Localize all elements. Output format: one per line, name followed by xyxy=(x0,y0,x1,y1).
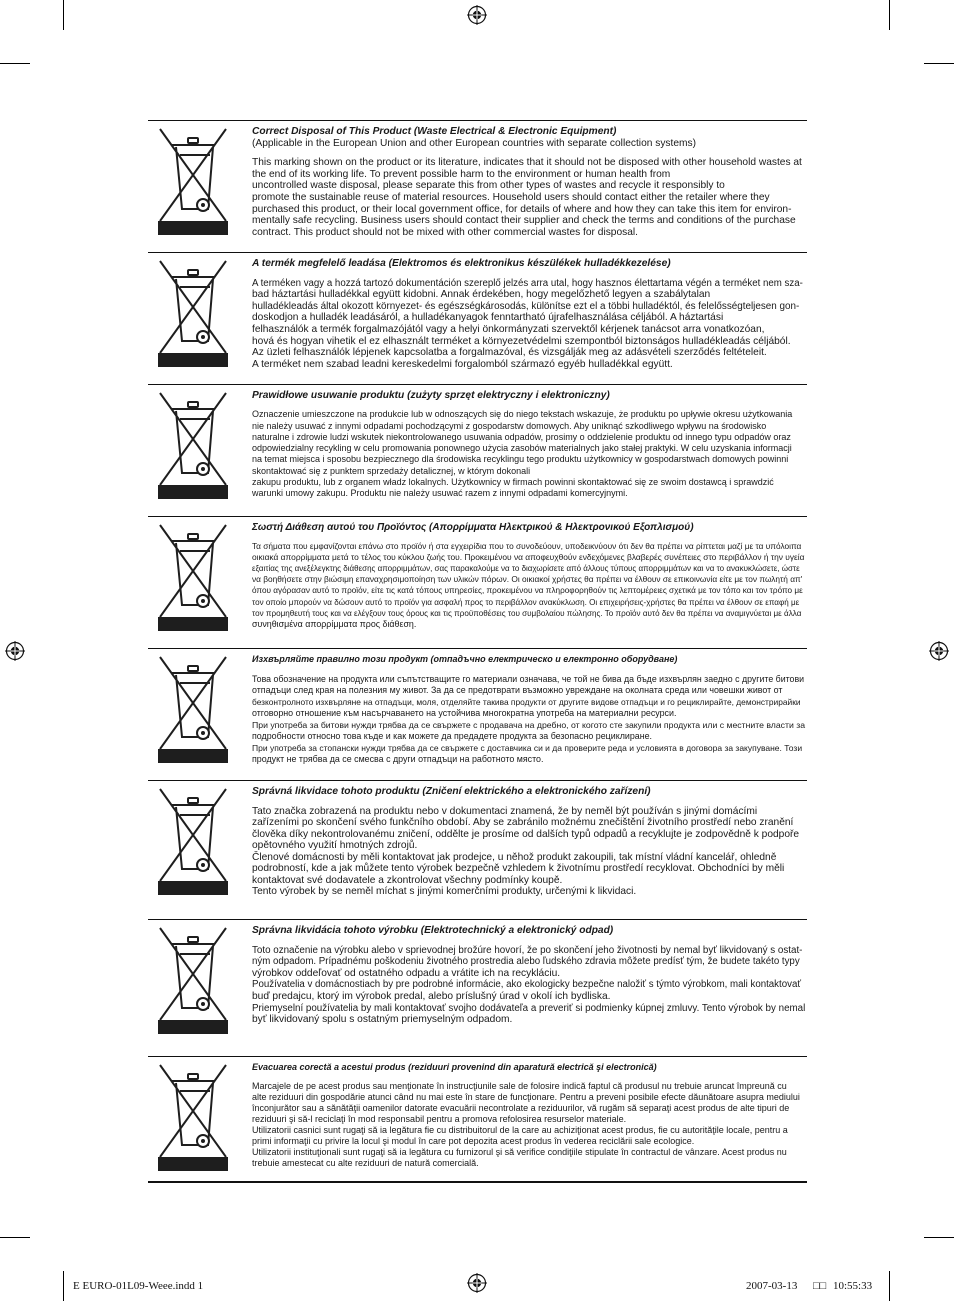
body-line: συνηθισμένα απορρίμματα προς διάθεση. xyxy=(252,618,417,629)
crossed-bin-icon xyxy=(158,257,228,367)
crossed-bin-icon xyxy=(158,653,228,763)
section-body xyxy=(252,674,805,766)
body-line: безконтролното изхвърляне на отпадъци, моля, отделяйте такива продукти от другите видове отпадъци и го рециклирайте, демонстрирайки xyxy=(252,696,801,707)
body-line: οικιακά απορρίμματα μετά το τέλος του κύκλου ζωής του. Προκειμένου να αποφευχθούν ενδεχόμενες βλαβερές συνέπειες στο περιβάλλον ή την υγεία xyxy=(252,552,805,563)
bin-bar-icon xyxy=(158,1020,228,1034)
body-line: mentally safe recycling. Business users should contact their supplier and check the terms and conditions of the purchase xyxy=(252,215,796,227)
crossed-bin-icon xyxy=(158,521,228,631)
section-text xyxy=(252,1062,805,1169)
weee-section xyxy=(148,120,807,252)
body-line: отпадъци след края на полезния му живот. За да се предотврати възможно увреждане на околната среда или човешки живот от xyxy=(252,685,783,695)
body-line: This marking shown on the product or its literature, indicates that it should not be disposed with other household wastes at xyxy=(252,157,802,169)
body-line: подробности относно това къде и как можете да предадете продукта за безопасно рециклиране. xyxy=(252,731,653,741)
crop-mark xyxy=(0,1237,30,1238)
section-title: Σωστή Διάθεση αυτού του Προϊόντος (Απορρίμματα Ηλεκτρικού & Ηλεκτρονικού Εξοπλισμού) xyxy=(252,522,694,533)
weee-section xyxy=(148,648,807,780)
body-line: înconjurător sau a sănătăţii oamenilor datorate evacuării necontrolate a reziduurilor, vă rugăm să separaţi acest produs de alte tipuri de xyxy=(252,1103,790,1113)
crop-mark xyxy=(63,1271,64,1301)
crossed-bin-icon xyxy=(158,389,228,499)
body-line: primi informaţii cu privire la locul şi modul în care pot depozita acest produs în vederea reciclării sale ecologice. xyxy=(252,1136,695,1146)
section-body xyxy=(252,278,805,371)
bin-bar-icon xyxy=(158,353,228,367)
body-line: byť likvidovaný spolu s ostatným priemyselným odpadom. xyxy=(252,1014,513,1026)
section-title: Correct Disposal of This Product (Waste Electrical & Electronic Equipment) xyxy=(252,126,617,137)
body-line: Členové domácnosti by měli kontaktovat jak prodejce, u něhož produkt zakoupili, tak místní vládní kancelář, ohledně xyxy=(252,851,777,863)
body-line: the end of its working life. To prevent possible harm to the environment or human health from xyxy=(252,168,671,180)
body-line: При употреба за битови нужди трябва да се свържете с продавача на дребно, от когото сте закупили продукта или с местните власти за xyxy=(252,719,806,730)
body-line: Tento výrobek by se neměl míchat s jinými komerčními produkty, určenými k likvidaci. xyxy=(252,886,637,897)
weee-section xyxy=(148,919,807,1056)
body-line: εξαιτίας της ανεξέλεγκτης διάθεσης απορριμμάτων, σας παρακαλούμε να το διαχωρίσετε από άλλους τύπους απορριμμάτων και να το ανακυκλώσετε, ώστε xyxy=(252,564,800,574)
body-line: výrobkov oddeľovať od ostatného odpadu a vrátite ich na recykláciu. xyxy=(252,967,561,979)
crossed-bin-icon xyxy=(158,1061,228,1171)
section-body xyxy=(252,1081,805,1169)
registration-mark-icon xyxy=(929,641,949,661)
crop-mark xyxy=(63,0,64,30)
body-line: отговорно отношение към насърчаването на устойчива многократна употреба на материални ресурси. xyxy=(252,708,677,718)
bottom-rule xyxy=(148,1181,807,1183)
weee-sections xyxy=(148,120,807,1181)
weee-section xyxy=(148,1056,807,1181)
body-line: Marcajele de pe acest produs sau menţionate în instrucţiunile sale de folosire indică faptul că produsul nu trebuie aruncat împreună cu xyxy=(252,1081,787,1091)
body-line: zakupu produktu, lub z organem władz lokalnych. Użytkownicy w firmach powinni skontaktować się ze swoim dostawcą i sprawdzić xyxy=(252,477,774,488)
body-line: Používatelia v domácnostiach by pre podrobné informácie, ako ekologicky bezpečne naložiť s týmto výrobkom, mali kontaktovať xyxy=(252,979,801,991)
section-title: Prawidłowe usuwanie produktu (zużyty sprzęt elektryczny i elektroniczny) xyxy=(252,390,610,401)
body-line: Utilizatorii instituţionali sunt rugaţi să ia legătura cu furnizorul şi să verifice condiţiile stipulate în contractul de vânzare. Acest produs nu xyxy=(252,1147,787,1157)
body-line: naturalne i zdrowie ludzi wskutek niekontrolowanego usuwania odpadów, prosimy o oddzielenie produktu od innego typu odpadów oraz xyxy=(252,431,791,442)
section-text xyxy=(252,390,805,500)
body-line: alte reziduuri din gospodărie atunci când nu mai este în stare de funcţionare. Pentru a preveni posibile efecte dăunătoare asupra mediului xyxy=(252,1092,800,1102)
crop-mark xyxy=(924,63,954,64)
section-text xyxy=(252,654,805,766)
bin-bar-icon xyxy=(158,221,228,235)
body-line: hová és hogyan vihetik el ez elhasznált terméket a környezetvédelmi szempontból biztonságos hulladékleadás céljából. xyxy=(252,335,791,347)
body-line: warunki umowy zakupu. Produktu nie należy usuwać razem z innymi odpadami komercyjnymi. xyxy=(252,488,628,499)
section-title: A termék megfelelő leadása (Elektromos és elektronikus készülékek hulladékkezelése) xyxy=(252,258,671,269)
body-line: τον προμηθευτή τους και να ελέγξουν τους όρους και τις προϋποθέσεις του συμβολαίου πώλησης. Το προϊόν αυτό δεν θα πρέπει να αναμιγνύεται με άλλα xyxy=(252,608,802,618)
body-line: podrobností, kde a jak můžete tento výrobek bezpečně vzhledem k životnímu prostředí recyklovat. Obchodníci by měli xyxy=(252,863,785,874)
bin-bar-icon xyxy=(158,749,228,763)
crop-mark xyxy=(0,63,30,64)
body-line: zařízeními po skončení svého funkčního období. Aby se zabránilo možnému znečištění životního prostředí nebo zranění xyxy=(252,817,794,828)
body-line: ným odpadom. Prípadnému poškodeniu životného prostredia alebo ľudského zdravia môžete predísť tým, že budete takéto typy xyxy=(252,956,800,968)
crossed-bin-icon xyxy=(158,924,228,1034)
body-line: τον οποίο μπορούν να δώσουν αυτό το προϊόν για ασφαλή προς το περιβάλλον ανακύκλωση. Οι επιχειρήσεις-χρήστες θα πρέπει να έλθουν σε επαφή με xyxy=(252,597,800,607)
weee-section xyxy=(148,516,807,648)
bin-bar-icon xyxy=(158,485,228,499)
footer-date: 2007-03-13 xyxy=(746,1280,798,1292)
body-line: promote the sustainable reuse of material resources. Household users should contact either the retailer where they xyxy=(252,191,770,203)
body-line: продукт не трябва да се смесва с други отпадъци на работното място. xyxy=(252,754,544,764)
crossed-bin-icon xyxy=(158,125,228,235)
crop-mark xyxy=(924,1237,954,1238)
body-line: При употреба за стопански нужди трябва да се свържете с доставчика си и да проверите реда и условията в договора за закупуване. Този xyxy=(252,742,803,753)
section-title: Správna likvidácia tohoto výrobku (Elektrotechnický a elektronický odpad) xyxy=(252,925,614,936)
footer-time: 10:55:33 xyxy=(833,1280,873,1292)
footer-boxes: □□ xyxy=(813,1280,827,1292)
crop-mark xyxy=(889,0,890,30)
body-line: Toto označenie na výrobku alebo v sprievodnej brožúre hovorí, že po skončení jeho životnosti by nemal byť likvidovaný s ostat- xyxy=(252,944,803,956)
section-subtitle: (Applicable in the European Union and other European countries with separate collection systems) xyxy=(252,137,696,149)
section-text xyxy=(252,925,805,1026)
body-line: uncontrolled waste disposal, please separate this from other types of wastes and recycle it responsibly to xyxy=(252,180,725,192)
body-line: opětovného využití hmotných zdrojů. xyxy=(252,840,418,851)
body-line: felhasználók a termék forgalmazójától vagy a helyi önkormányzati szervektől kérjenek tanácsot arra vonatkozóan, xyxy=(252,323,765,335)
body-line: να βοηθήσετε στην βιώσιμη επαναχρησιμοποίηση των υλικών πόρων. Οι οικιακοί χρήστες θα πρέπει να έλθουν σε επικοινωνία είτε με τον πωλητή απ' xyxy=(252,574,803,585)
body-line: Τα σήματα που εμφανίζονται επάνω στο προϊόν ή στα εγχειρίδια που το συνοδεύουν, υποδεικνύουν ότι δεν θα πρέπει να ρίπτεται μαζί με τα υπόλοιπα xyxy=(252,541,802,552)
body-line: Oznaczenie umieszczone na produkcie lub w odnoszących się do niego tekstach wskazuje, że produktu po upływie okresu użytkowania xyxy=(252,409,793,420)
section-body xyxy=(252,806,805,898)
body-line: člověka díky nekontrolovanému zničení, oddělte je prosíme od dalších typů odpadů a recyklujte je zodpovědně k podpoře xyxy=(252,828,800,840)
section-body xyxy=(252,945,805,1026)
section-body xyxy=(252,157,805,238)
body-line: A terméket nem szabad leadni kereskedelmi forgalomból származó egyéb hulladékkal együtt. xyxy=(252,358,673,370)
section-body xyxy=(252,409,805,499)
weee-section xyxy=(148,780,807,919)
body-line: odpowiedzialny recykling w celu promowania ponownego użycia zasobów materialnych jako stałej praktyki. W celu uzyskania informacji xyxy=(252,443,792,454)
crossed-bin-icon xyxy=(158,785,228,895)
body-line: Priemyselní používatelia by mali kontaktovať svojho dodávateľa a preveriť si podmienky kúpnej zmluvy. Tento výrobok by nemal xyxy=(252,1002,806,1014)
footer-file: E EURO-01L09-Weee.indd 1 xyxy=(73,1280,204,1292)
weee-section xyxy=(148,252,807,384)
section-title: Evacuarea corectă a acestui produs (reziduuri provenind din aparatură electrică şi electronică) xyxy=(252,1062,657,1072)
body-line: bad háztartási hulladékkal együtt kidobni. Annak érdekében, hogy megelőzhető legyen a szabálytalan xyxy=(252,289,711,301)
body-line: Az üzleti felhasználók lépjenek kapcsolatba a forgalmazóval, és vizsgálják meg az adásvételi szerződés feltételeit. xyxy=(252,347,767,359)
body-line: doskodjon a hulladék leadásáról, a hulladékanyagok fenntartható újrafelhasználása céljából. A háztartási xyxy=(252,312,724,324)
section-title: Správná likvidace tohoto produktu (Zničení elektrického a elektronického zařízení) xyxy=(252,786,651,797)
body-line: trebuie amestecat cu alte reziduuri de natură comercială. xyxy=(252,1158,479,1168)
registration-mark-icon xyxy=(467,1273,487,1293)
body-line: kontaktovat své dodavatele a zkontrolovat všechny podmínky koupě. xyxy=(252,874,563,886)
section-text xyxy=(252,258,805,370)
body-line: na temat miejsca i sposobu bezpiecznego dla środowiska recyklingu tego produktu użytkownicy w gospodarstwach domowych powinni xyxy=(252,454,789,465)
body-line: hulladékleadás által okozott környezet- és egészségkárosodás, különítse ezt el a többi hulladéktól, és felelősségteljesen gon- xyxy=(252,300,800,312)
crop-mark xyxy=(889,1271,890,1301)
section-body xyxy=(252,541,805,630)
body-line: purchased this product, or their local government office, for details of where and how they can take this item for environ- xyxy=(252,203,792,215)
registration-mark-icon xyxy=(467,5,487,25)
bin-bar-icon xyxy=(158,881,228,895)
section-text xyxy=(252,786,805,898)
registration-mark-icon xyxy=(5,641,25,661)
body-line: skontaktować się z punktem sprzedaży detalicznej, w którym dokonali xyxy=(252,465,531,476)
section-title: Изхвърляйте правилно този продукт (отпадъчно електрическо и електронно оборудване) xyxy=(252,654,678,664)
body-line: Това обозначение на продукта или съпътстващите го материали означава, че той не бива да бъде изхвърлян заедно с другите битови xyxy=(252,673,805,684)
weee-section xyxy=(148,384,807,516)
section-text xyxy=(252,126,805,238)
body-line: buď predajcu, ktorý im výrobok predal, alebo príslušný úrad v okolí ich bydliska. xyxy=(252,990,611,1002)
bin-bar-icon xyxy=(158,1157,228,1171)
body-line: reziduuri şi să-l reciclaţi în mod responsabil pentru a promova refolosirea resurselor materiale. xyxy=(252,1114,627,1124)
body-line: nie należy usuwać z innymi odpadami pochodzącymi z gospodarstw domowych. Aby uniknąć szkodliwego wpływu na środowisko xyxy=(252,420,767,431)
body-line: A terméken vagy a hozzá tartozó dokumentáción szereplő jelzés arra utal, hogy hasznos élettartama végén a terméket nem sza- xyxy=(252,277,803,289)
section-text xyxy=(252,522,805,630)
bin-bar-icon xyxy=(158,617,228,631)
body-line: Tato značka zobrazená na produktu nebo v dokumentaci znamená, že by neměl být používán s jinými domácími xyxy=(252,805,758,817)
body-line: Utilizatorii casnici sunt rugaţi să ia legătura fie cu distribuitorul de la care au achiziţionat acest produs, fie cu autorităţile locale, pentru a xyxy=(252,1125,788,1135)
body-line: contract. This product should not be mixed with other commercial wastes for disposal. xyxy=(252,226,638,238)
body-line: όπου αγόρασαν αυτό το προϊόν, είτε τις κατά τόπους υπηρεσίες, προκειμένου να πληροφορηθούν τις λεπτομέρειες σχετικά με τον τόπο και τον τρόπο με xyxy=(252,586,803,596)
